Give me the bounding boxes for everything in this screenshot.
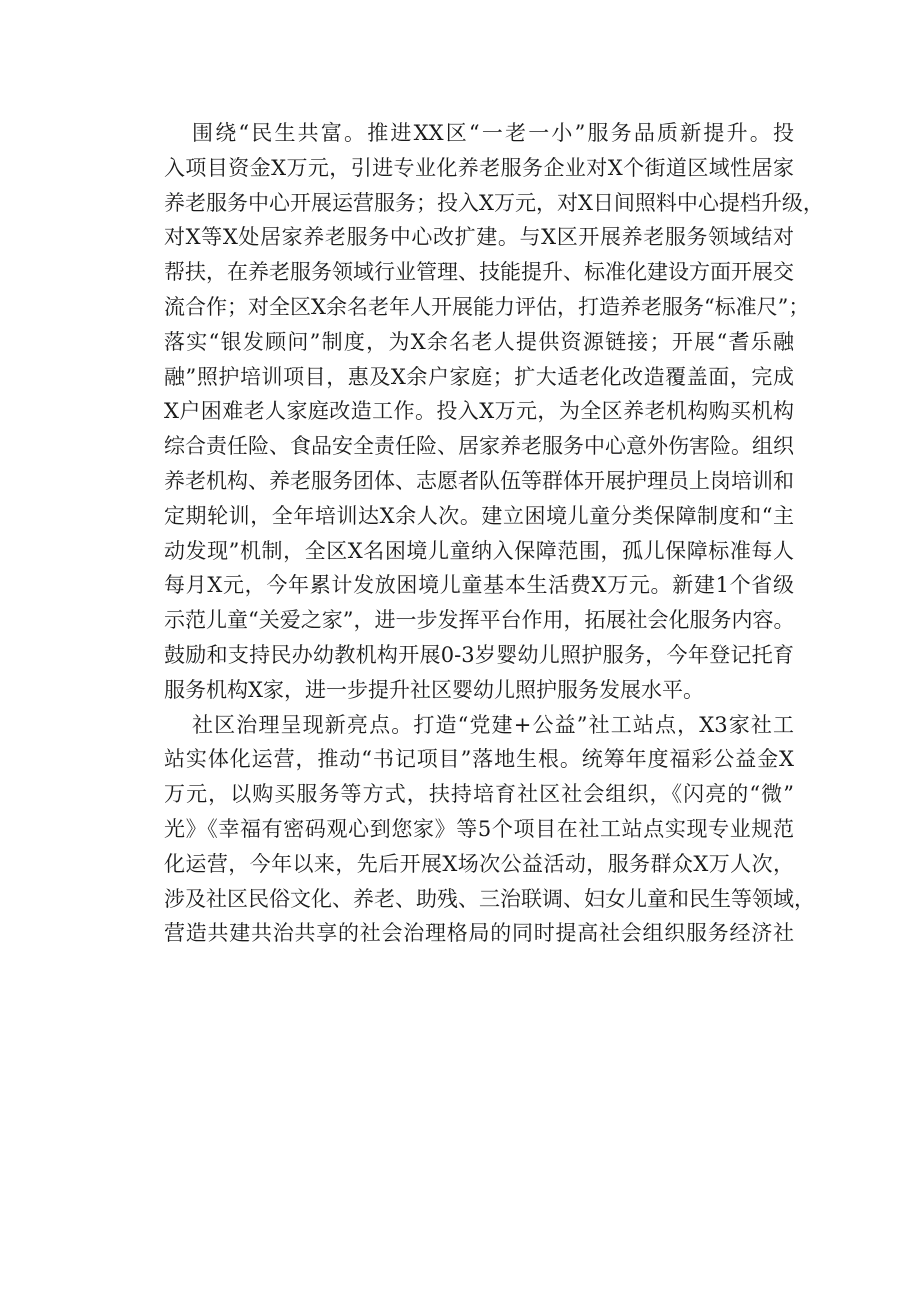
- paragraph-2-line-5: 化运营，今年以来，先后开展X场次公益活动，服务群众X万人次，: [164, 851, 794, 876]
- paragraph-1-line-17: 服务机构X家，进一步提升社区婴幼儿照护服务发展水平。: [164, 677, 704, 702]
- paragraph-1-line-16: 鼓励和支持民办幼教机构开展0-3岁婴幼儿照护服务，今年登记托育: [164, 642, 794, 667]
- paragraph-2-line-3: 万元，以购买服务等方式，扶持培育社区社会组织，《闪亮的“微”: [164, 782, 794, 807]
- body-text: [164, 116, 824, 951]
- paragraph-2-line-6: 涉及社区民俗文化、养老、助残、三治联调、妇女儿童和民生等领域，: [164, 886, 815, 911]
- paragraph-1-line-7: 落实“银发顾问”制度，为X余名老人提供资源链接；开展“耆乐融: [164, 329, 794, 354]
- paragraph-1-line-8: 融”照护培训项目，惠及X余户家庭；扩大适老化改造覆盖面，完成: [164, 364, 794, 389]
- paragraph-1-line-5: 帮扶，在养老服务领域行业管理、技能提升、标准化建设方面开展交: [164, 260, 794, 285]
- paragraph-2-line-4: 光》《幸福有密码观心到您家》等5个项目在社工站点实现专业规范: [164, 816, 794, 841]
- paragraph-2-line-1: 社区治理呈现新亮点。打造“党建+公益”社工站点，X3家社工: [192, 712, 794, 737]
- paragraph-1-line-1: 围绕“民生共富。推进XX区“一老一小”服务品质新提升。投: [192, 121, 794, 145]
- paragraph-1-line-4: 对X等X处居家养老服务中心改扩建。与X区开展养老服务领域结对: [164, 225, 794, 250]
- paragraph-1-line-6: 流合作；对全区X余名老年人开展能力评估，打造养老服务“标准尺”；: [164, 294, 810, 319]
- paragraph-1-line-2: 入项目资金X万元，引进专业化养老服务企业对X个街道区域性居家: [164, 155, 794, 180]
- paragraph-1-line-15: 示范儿童“关爱之家”，进一步发挥平台作用，拓展社会化服务内容。: [164, 608, 795, 633]
- paragraph-1-line-11: 养老机构、养老服务团体、志愿者队伍等群体开展护理员上岗培训和: [164, 468, 794, 493]
- paragraph-1-line-12: 定期轮训，全年培训达X余人次。建立困境儿童分类保障制度和“主: [164, 503, 794, 528]
- paragraph-1-line-3: 养老服务中心开展运营服务；投入X万元，对X日间照料中心提档升级，: [164, 190, 824, 215]
- paragraph-1-line-9: X户困难老人家庭改造工作。投入X万元，为全区养老机构购买机构: [164, 399, 794, 424]
- paragraph-1-line-13: 动发现”机制，全区X名困境儿童纳入保障范围，孤儿保障标准每人: [164, 538, 794, 563]
- paragraph-2-line-7: 营造共建共治共享的社会治理格局的同时提高社会组织服务经济社: [164, 921, 794, 946]
- paragraph-1-line-10: 综合责任险、食品安全责任险、居家养老服务中心意外伤害险。组织: [164, 434, 794, 459]
- paragraph-1-line-14: 每月X元，今年累计发放困境儿童基本生活费X万元。新建1个省级: [164, 573, 794, 598]
- paragraph-2-line-2: 站实体化运营，推动“书记项目”落地生根。统筹年度福彩公益金X: [164, 747, 794, 772]
